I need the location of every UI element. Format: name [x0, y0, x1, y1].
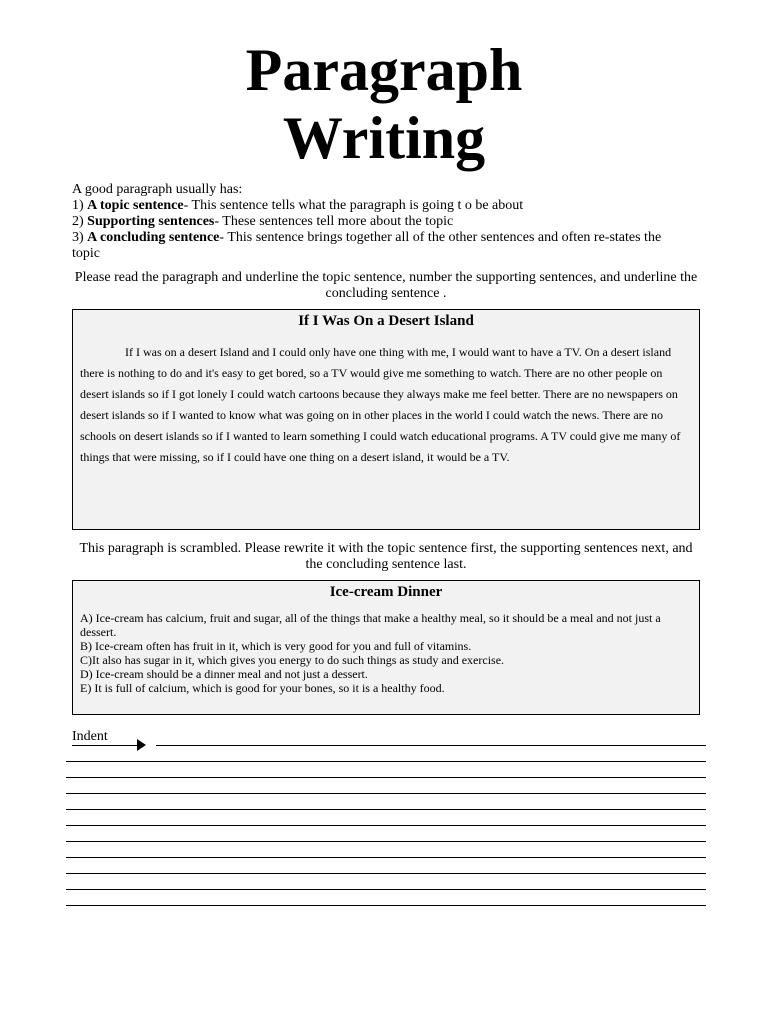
desert-island-box [72, 309, 700, 530]
page-title-line2: Writing [282, 105, 486, 171]
writing-line-6[interactable] [66, 825, 706, 826]
sentence-a: A) Ice-cream has calcium, fruit and sugar, all of the things that make a healthy meal, so it should be a meal and not just a dessert. [80, 611, 661, 639]
page-title-line1: Paragraph [245, 37, 523, 103]
intro-item-3-term: A concluding sentence [87, 230, 220, 245]
intro-item-2-number: 2) [72, 214, 88, 229]
intro-item-2-text: - These sentences tell more about the topic [214, 214, 454, 229]
intro-section [72, 182, 692, 262]
intro-item-3 [72, 230, 692, 262]
writing-line-8[interactable] [66, 857, 706, 858]
intro-lead: A good paragraph usually has: [72, 182, 243, 197]
writing-line-10[interactable] [66, 889, 706, 890]
writing-line-11[interactable] [66, 905, 706, 906]
instruction-underline: Please read the paragraph and underline the topic sentence, number the supporting sentences, and underline the concluding sentence . [74, 270, 698, 301]
ice-cream-title: Ice-cream Dinner [329, 584, 443, 600]
intro-item-1 [72, 198, 692, 214]
ice-cream-box [72, 580, 700, 715]
writing-line-1[interactable] [156, 745, 706, 746]
instruction-scrambled: This paragraph is scrambled. Please rewrite it with the topic sentence first, the supporting sentences next, and the concluding sentence last. [79, 541, 693, 572]
sentence-d: D) Ice-cream should be a dinner meal and not just a dessert. [80, 667, 368, 681]
indent-label: Indent [72, 729, 108, 744]
sentence-b: B) Ice-cream often has fruit in it, which is very good for you and full of vitamins. [80, 639, 472, 653]
intro-item-2 [72, 214, 692, 230]
desert-island-paragraph: If I was on a desert Island and I could only have one thing with me, I would want to have a TV. On a desert island there is nothing to do and it's easy to get bored, so a TV would give me something to watch. There are no other people on desert islands so if I got lonely I could watch cartoons because they always make me feel better. There are no newspapers on desert islands so if I wanted to know what was going on in other places in the world I could watch the news. There are no schools on desert islands so if I wanted to learn something I could watch educational programs. A TV could give me many of things that were missing, so if I could have one thing on a desert island, it would be a TV. [80, 345, 681, 464]
writing-line-5[interactable] [66, 809, 706, 810]
intro-item-1-term: A topic sentence [87, 198, 184, 213]
intro-item-1-number: 1) [72, 198, 88, 213]
intro-item-3-text: - This sentence brings together all of the other sentences and often re-states the topic [72, 230, 662, 261]
indent-arrow-shaft [72, 745, 138, 746]
writing-line-9[interactable] [66, 873, 706, 874]
writing-line-3[interactable] [66, 777, 706, 778]
desert-island-title: If I Was On a Desert Island [298, 313, 474, 329]
ice-cream-sentence-list [73, 601, 699, 695]
sentence-c: C)It also has sugar in it, which gives you energy to do such things as study and exercise. [80, 653, 505, 667]
intro-item-3-number: 3) [72, 230, 88, 245]
sentence-e: E) It is full of calcium, which is good for your bones, so it is a healthy food. [80, 681, 445, 695]
intro-item-2-term: Supporting sentences [87, 214, 215, 229]
indent-arrow-icon [137, 739, 146, 751]
writing-line-4[interactable] [66, 793, 706, 794]
writing-line-2[interactable] [66, 761, 706, 762]
writing-line-7[interactable] [66, 841, 706, 842]
intro-item-1-text: - This sentence tells what the paragraph is going t o be about [183, 198, 524, 213]
